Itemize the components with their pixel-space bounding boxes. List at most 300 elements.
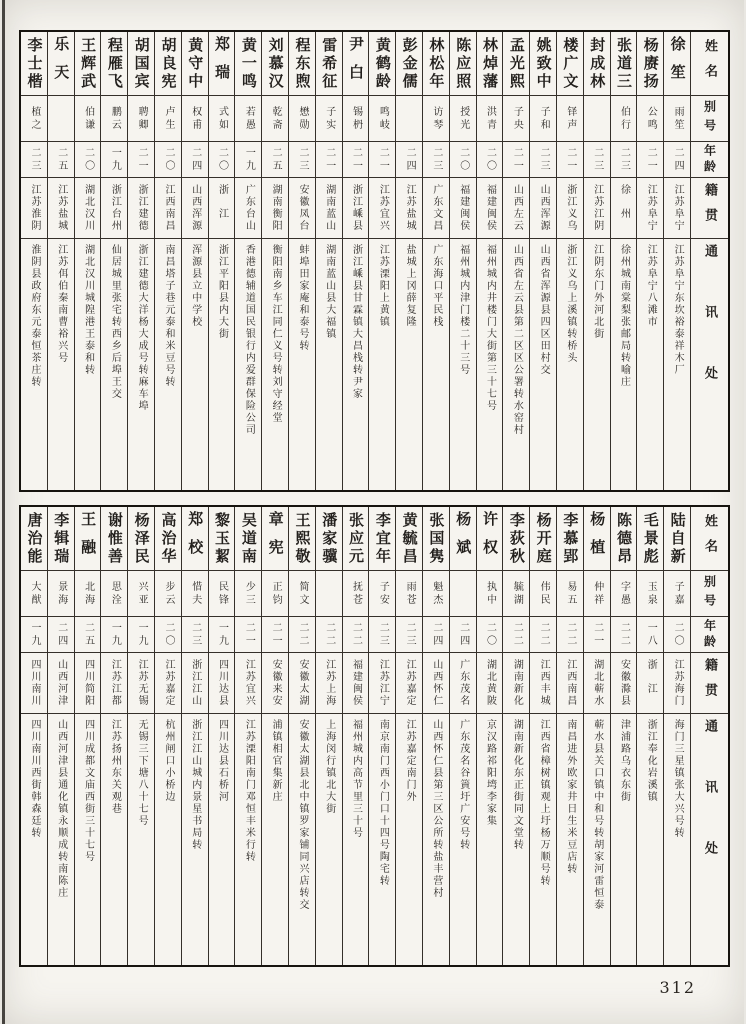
person-origin-cell (477, 177, 503, 238)
person-age-cell (48, 616, 74, 652)
person-age-cell (48, 141, 74, 177)
person-origin: 江西丰城 (538, 659, 550, 707)
person-alias: 子嘉 (672, 580, 684, 607)
person-alias-cell (128, 95, 154, 141)
person-column (47, 507, 74, 965)
person-address-cell (75, 238, 101, 490)
person-origin: 四川南川 (28, 659, 40, 707)
scan-edge-artifact (2, 0, 5, 1024)
person-alias-cell (557, 570, 583, 616)
person-age: 二四 (457, 621, 469, 648)
header-label-alias: 别号 (702, 99, 717, 138)
person-name: 陈德昂 (615, 511, 633, 566)
person-column (476, 32, 503, 490)
person-age: 二一 (564, 146, 576, 173)
person-column (208, 507, 235, 965)
person-name-cell (48, 32, 74, 95)
person-origin-cell (450, 177, 476, 238)
person-address: 仙居城里张宅转西乡后埠王交 (109, 244, 121, 400)
person-address: 津浦路乌衣东街 (618, 719, 630, 803)
person-name: 王融 (79, 510, 98, 567)
person-address-cell (75, 713, 101, 965)
person-origin-cell (209, 177, 235, 238)
person-origin: 江苏阜宁 (672, 184, 684, 232)
person-origin: 四川达县 (216, 659, 228, 707)
person-origin: 福建闽侯 (484, 184, 496, 232)
person-address-cell (423, 713, 449, 965)
person-origin: 浙江 (645, 659, 657, 707)
person-origin-cell (235, 177, 261, 238)
person-origin: 山西浑源 (189, 184, 201, 232)
person-origin-cell (343, 652, 369, 713)
person-address-cell (637, 238, 663, 490)
person-name: 张道三 (615, 36, 633, 91)
person-name-cell (235, 507, 261, 570)
person-name-cell (396, 507, 422, 570)
person-origin-cell (262, 652, 288, 713)
person-address: 福州城内高节里三十号 (350, 719, 362, 839)
person-name-cell (75, 32, 101, 95)
person-name-cell (611, 32, 637, 95)
person-origin-cell (503, 177, 529, 238)
person-alias: 伟民 (538, 580, 550, 607)
person-address: 浙江嵊县甘霖镇大昌栈转尹家 (350, 244, 362, 400)
person-alias: 简文 (296, 580, 308, 607)
person-alias-cell (477, 570, 503, 616)
person-name-cell (369, 32, 395, 95)
person-address-cell (343, 238, 369, 490)
person-name-cell (128, 32, 154, 95)
person-origin: 江苏江阴 (591, 184, 603, 232)
person-column (395, 507, 422, 965)
person-address: 蚌埠田家庵和泰号转 (296, 244, 308, 352)
header-label-age: 年龄 (702, 618, 717, 651)
header-cell-alias (691, 570, 728, 616)
person-name: 杨泽民 (132, 511, 151, 566)
person-origin: 安徽滁县 (618, 659, 630, 707)
person-address-cell (530, 238, 556, 490)
person-column (368, 507, 395, 965)
person-name-cell (423, 32, 449, 95)
person-column (208, 32, 235, 490)
person-age: 一九 (28, 621, 40, 648)
person-age-cell (155, 616, 181, 652)
person-address-cell (262, 713, 288, 965)
person-address: 无锡三下塘八十七号 (136, 719, 148, 827)
person-age: 二〇 (162, 146, 174, 173)
person-alias: 鸣岐 (377, 105, 389, 132)
person-alias-cell (316, 570, 342, 616)
person-origin: 江苏嘉定 (162, 659, 174, 707)
person-address-cell (477, 713, 503, 965)
person-name-cell (155, 32, 181, 95)
person-origin-cell (48, 177, 74, 238)
person-age-cell (182, 141, 208, 177)
person-name-cell (423, 507, 449, 570)
person-origin: 浙江建德 (136, 184, 148, 232)
person-age: 二〇 (457, 146, 469, 173)
person-address-cell (21, 238, 47, 490)
person-column (449, 32, 476, 490)
person-name-cell (316, 32, 342, 95)
person-name: 李辑瑞 (52, 511, 71, 566)
person-age: 二〇 (672, 621, 684, 648)
person-alias: 执中 (484, 580, 496, 607)
person-column (127, 507, 154, 965)
person-age-cell (21, 141, 47, 177)
person-address-cell (637, 713, 663, 965)
person-age: 二三 (28, 146, 40, 173)
person-alias-cell (477, 95, 503, 141)
person-name-cell (637, 32, 663, 95)
person-name: 毛景彪 (641, 511, 660, 566)
person-age-cell (503, 616, 529, 652)
person-name-cell (48, 507, 74, 570)
person-name-cell (128, 507, 154, 570)
person-column (583, 507, 610, 965)
person-name: 程雁飞 (105, 36, 124, 91)
person-alias: 魁杰 (430, 580, 442, 607)
person-name: 雷希征 (320, 36, 339, 91)
person-age-cell (611, 141, 637, 177)
person-origin-cell (557, 652, 583, 713)
person-address: 四川成都文庙西街三十七号 (82, 719, 94, 863)
person-alias-cell (503, 570, 529, 616)
person-name: 王熙敬 (293, 511, 312, 566)
person-age-cell (316, 616, 342, 652)
person-age: 二一 (350, 146, 362, 173)
person-address-cell (209, 713, 235, 965)
person-alias-cell (637, 570, 663, 616)
person-address: 江苏佴伯秦南曹裕兴号 (55, 244, 67, 364)
person-alias: 雨笙 (672, 105, 684, 132)
person-alias-cell (316, 95, 342, 141)
person-alias-cell (155, 570, 181, 616)
person-alias-cell (209, 95, 235, 141)
person-alias: 聘卿 (136, 105, 148, 132)
person-address: 衡阳南乡车江同仁义号转刘守经堂 (270, 244, 282, 424)
person-name-cell (235, 32, 261, 95)
person-address-cell (21, 713, 47, 965)
person-column (47, 32, 74, 490)
person-age: 二二 (618, 621, 630, 648)
person-age-cell (637, 616, 663, 652)
person-address: 广东茂名谷篢圩广安号转 (457, 719, 469, 851)
person-age-cell (155, 141, 181, 177)
person-age: 二〇 (484, 146, 496, 173)
person-origin: 浙江嵊县 (350, 184, 362, 232)
person-origin: 江苏上海 (323, 659, 335, 707)
person-alias-cell (182, 95, 208, 141)
person-origin: 福建闽侯 (457, 184, 469, 232)
person-address-cell (503, 238, 529, 490)
person-name-cell (289, 507, 315, 570)
person-age-cell (235, 141, 261, 177)
person-age-cell (530, 616, 556, 652)
person-alias-cell (396, 570, 422, 616)
person-origin: 浙江义乌 (564, 184, 576, 232)
person-address: 福州城内津门楼二十三号 (457, 244, 469, 376)
person-origin-cell (75, 652, 101, 713)
person-origin-cell (369, 652, 395, 713)
person-name: 彭金儒 (400, 36, 419, 91)
person-column (663, 507, 690, 965)
person-address: 上海闵行镇北大街 (323, 719, 335, 815)
person-origin: 江苏淮阴 (28, 184, 40, 232)
person-column (636, 32, 663, 490)
person-origin-cell (21, 652, 47, 713)
person-name-cell (637, 507, 663, 570)
person-name-cell (664, 507, 690, 570)
person-name-cell (343, 32, 369, 95)
person-age-cell (423, 141, 449, 177)
person-age-cell (182, 616, 208, 652)
person-age: 二四 (672, 146, 684, 173)
person-address-cell (450, 713, 476, 965)
person-column (288, 507, 315, 965)
person-age-cell (664, 141, 690, 177)
person-column (476, 507, 503, 965)
person-column (342, 507, 369, 965)
person-address-cell (155, 238, 181, 490)
person-column (368, 32, 395, 490)
person-origin-cell (450, 652, 476, 713)
person-origin: 山西浑源 (538, 184, 550, 232)
person-name: 黎玉絜 (213, 511, 232, 566)
person-origin: 湖北蕲水 (591, 659, 603, 707)
person-age: 二三 (538, 146, 550, 173)
person-address: 山西河津县通化镇永顺成转南陈庄 (55, 719, 67, 899)
person-age-cell (557, 141, 583, 177)
person-age: 二四 (430, 621, 442, 648)
person-origin-cell (637, 652, 663, 713)
person-address: 浙江义乌上溪镇转桥头 (564, 244, 576, 364)
person-name-cell (101, 507, 127, 570)
person-address-cell (316, 713, 342, 965)
person-age: 二三 (618, 146, 630, 173)
person-origin-cell (664, 652, 690, 713)
person-age: 一八 (645, 621, 657, 648)
person-age: 二二 (323, 621, 335, 648)
person-age-cell (477, 616, 503, 652)
person-address: 江西省樟树镇观上圩杨万顺号转 (538, 719, 550, 887)
person-alias: 少三 (243, 580, 255, 607)
person-alias-cell (530, 570, 556, 616)
person-origin: 四川简阳 (82, 659, 94, 707)
person-alias-cell (182, 570, 208, 616)
person-name-cell (584, 32, 610, 95)
person-age-cell (262, 616, 288, 652)
person-address-cell (503, 713, 529, 965)
person-origin-cell (423, 652, 449, 713)
person-name: 陈应照 (454, 36, 473, 91)
header-label-address: 通讯处 (702, 719, 717, 902)
person-address-cell (182, 238, 208, 490)
person-alias-cell (611, 570, 637, 616)
person-address-cell (343, 713, 369, 965)
person-address-cell (101, 713, 127, 965)
person-column (422, 32, 449, 490)
person-origin-cell (182, 652, 208, 713)
person-column (234, 507, 261, 965)
person-age-cell (262, 141, 288, 177)
person-address: 山西省左云县第二区区公署转水窑村 (511, 244, 523, 436)
person-column (583, 32, 610, 490)
person-column (556, 507, 583, 965)
person-origin-cell (316, 177, 342, 238)
person-column (529, 32, 556, 490)
person-origin: 湖北黄陂 (484, 659, 496, 707)
person-age: 二〇 (82, 146, 94, 173)
person-column (21, 32, 47, 490)
person-address-cell (101, 238, 127, 490)
person-column (100, 507, 127, 965)
person-origin: 浙江台州 (109, 184, 121, 232)
person-alias-cell (664, 95, 690, 141)
person-alias-cell (343, 570, 369, 616)
person-origin: 江苏阜宁 (645, 184, 657, 232)
person-column (288, 32, 315, 490)
person-address: 江苏溧阳上黄镇 (377, 244, 389, 328)
header-label-origin: 籍贯 (702, 183, 717, 233)
person-age: 二四 (404, 146, 416, 173)
header-cell-age (691, 616, 728, 652)
person-column (663, 32, 690, 490)
person-origin-cell (155, 652, 181, 713)
person-name-cell (503, 32, 529, 95)
person-origin: 山西左云 (511, 184, 523, 232)
person-age: 二一 (591, 621, 603, 648)
person-origin: 广东台山 (243, 184, 255, 232)
person-age-cell (369, 141, 395, 177)
person-address-cell (369, 238, 395, 490)
person-origin: 山西怀仁 (430, 659, 442, 707)
person-address: 浦镇相官集新庄 (270, 719, 282, 803)
person-column (636, 507, 663, 965)
person-origin-cell (611, 177, 637, 238)
person-address-cell (530, 713, 556, 965)
person-age: 一九 (216, 621, 228, 648)
person-name-cell (209, 32, 235, 95)
person-alias-cell (530, 95, 556, 141)
person-origin: 江苏宜兴 (243, 659, 255, 707)
person-column (154, 507, 181, 965)
person-alias: 访琴 (430, 105, 442, 132)
person-name: 黄一鸣 (239, 36, 258, 91)
person-alias-cell (289, 570, 315, 616)
person-address: 杭州闸口小桥边 (162, 719, 174, 803)
header-cell-name (691, 507, 728, 570)
person-address: 南昌塔子巷元泰和米豆号转 (162, 244, 174, 388)
person-name: 章宪 (266, 510, 285, 567)
person-column (181, 32, 208, 490)
person-alias: 授光 (457, 105, 469, 132)
person-age-cell (450, 141, 476, 177)
person-alias: 伯行 (618, 105, 630, 132)
person-name-cell (209, 507, 235, 570)
person-alias: 子实 (323, 105, 335, 132)
person-name: 程东煦 (293, 36, 312, 91)
person-age-cell (209, 141, 235, 177)
person-address: 淮阴县政府东元泰恒茶庄转 (28, 244, 40, 388)
person-age-cell (423, 616, 449, 652)
person-age: 二二 (538, 621, 550, 648)
person-name-cell (584, 507, 610, 570)
person-address-cell (477, 238, 503, 490)
person-age: 一九 (243, 146, 255, 173)
person-name-cell (503, 507, 529, 570)
person-alias: 步云 (162, 580, 174, 607)
person-alias: 植之 (28, 105, 40, 132)
person-address-cell (396, 713, 422, 965)
person-alias-cell (611, 95, 637, 141)
person-age-cell (477, 141, 503, 177)
person-age: 二〇 (216, 146, 228, 173)
person-alias-cell (155, 95, 181, 141)
person-age: 二二 (564, 621, 576, 648)
directory-table-top (19, 30, 730, 492)
person-address-cell (48, 238, 74, 490)
header-column (690, 507, 728, 965)
person-origin: 湖南蓝山 (323, 184, 335, 232)
person-alias: 兴亚 (136, 580, 148, 607)
person-age: 二一 (377, 146, 389, 173)
person-origin: 湖南新化 (511, 659, 523, 707)
person-age-cell (343, 141, 369, 177)
person-name: 杨赓扬 (641, 36, 660, 91)
header-label-name: 姓名 (702, 513, 717, 564)
person-alias: 若愚 (243, 105, 255, 132)
person-age-cell (235, 616, 261, 652)
person-name: 潘家骥 (320, 511, 339, 566)
person-column (181, 507, 208, 965)
person-origin-cell (396, 177, 422, 238)
person-column (74, 32, 101, 490)
person-age: 二三 (404, 621, 416, 648)
person-alias: 子安 (377, 580, 389, 607)
person-origin-cell (128, 177, 154, 238)
person-origin: 浙江江山 (189, 659, 201, 707)
person-address: 浙江奉化岩溪镇 (645, 719, 657, 803)
person-alias-cell (48, 570, 74, 616)
person-column (315, 507, 342, 965)
person-address-cell (289, 238, 315, 490)
person-age: 二二 (296, 621, 308, 648)
scanned-page (2, 0, 744, 1024)
person-alias-cell (503, 95, 529, 141)
person-origin: 江苏江都 (109, 659, 121, 707)
person-origin-cell (396, 652, 422, 713)
person-age-cell (75, 141, 101, 177)
person-origin-cell (584, 177, 610, 238)
person-age: 二三 (296, 146, 308, 173)
person-name-cell (450, 507, 476, 570)
person-alias: 铎声 (564, 105, 576, 132)
person-origin: 江苏江宁 (377, 659, 389, 707)
person-origin-cell (235, 652, 261, 713)
person-address-cell (557, 238, 583, 490)
person-column (234, 32, 261, 490)
person-address: 南京南门西小门口十四号陶宅转 (377, 719, 389, 887)
person-name: 张国隽 (427, 511, 446, 566)
person-name: 吴道南 (239, 511, 258, 566)
person-age: 二五 (55, 146, 67, 173)
person-alias-cell (289, 95, 315, 141)
person-origin: 湖北汉川 (82, 184, 94, 232)
person-address: 湖南新化东正街同文堂转 (511, 719, 523, 851)
person-age: 二〇 (484, 621, 496, 648)
person-age-cell (637, 141, 663, 177)
